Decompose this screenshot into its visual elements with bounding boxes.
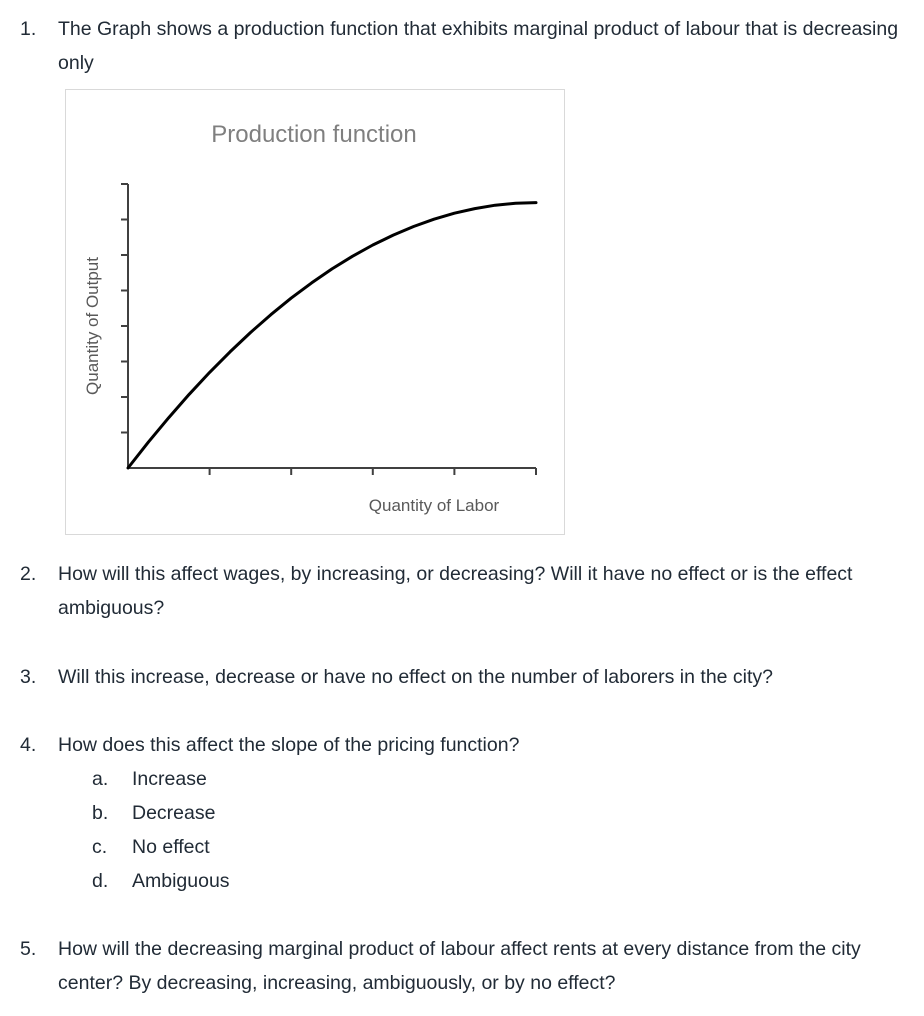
question-4-options	[20, 762, 904, 899]
option-b-letter: b.	[92, 801, 109, 824]
question-3-text: Will this increase, decrease or have no effect on the number of laborers in the city?	[58, 665, 774, 688]
option-a	[92, 762, 904, 796]
question-4-text: How does this affect the slope of the pricing function?	[58, 733, 520, 756]
x-axis-label: Quantity of Labor	[368, 496, 500, 516]
question-4-number: 4.	[20, 733, 37, 756]
question-1-text: The Graph shows a production function that exhibits marginal product of labour that is decreasing only	[58, 18, 899, 75]
option-d	[92, 864, 904, 898]
option-c-label: No effect	[132, 836, 210, 858]
question-3	[20, 660, 904, 694]
question-5-text: How will the decreasing marginal product of labour affect rents at every distance from the city center? By decreasing, increasing, ambiguously, or by no effect?	[58, 938, 861, 995]
question-5	[20, 932, 904, 1000]
question-2-number: 2.	[20, 563, 37, 586]
question-1	[20, 12, 904, 80]
axis-ticks	[121, 184, 536, 475]
chart-title: Production function	[211, 121, 417, 149]
option-a-label: Increase	[132, 767, 207, 790]
option-c-letter: c.	[92, 836, 108, 858]
chart-canvas	[66, 90, 564, 534]
question-4	[20, 728, 904, 762]
question-2-text: How will this affect wages, by increasing, or decreasing? Will it have no effect or is the effect ambiguous?	[58, 563, 853, 620]
option-c	[92, 830, 904, 864]
option-d-letter: d.	[92, 870, 109, 893]
option-d-label: Ambiguous	[132, 870, 230, 893]
axes	[128, 184, 536, 468]
option-b	[92, 796, 904, 830]
question-5-number: 5.	[20, 938, 37, 961]
option-b-label: Decrease	[132, 801, 216, 824]
question-2	[20, 557, 904, 625]
production-curve	[128, 203, 536, 468]
y-axis-label: Quantity of Output	[83, 257, 102, 396]
question-3-number: 3.	[20, 665, 37, 688]
option-a-letter: a.	[92, 767, 109, 790]
question-1-number: 1.	[20, 18, 37, 40]
production-function-chart	[65, 89, 565, 535]
